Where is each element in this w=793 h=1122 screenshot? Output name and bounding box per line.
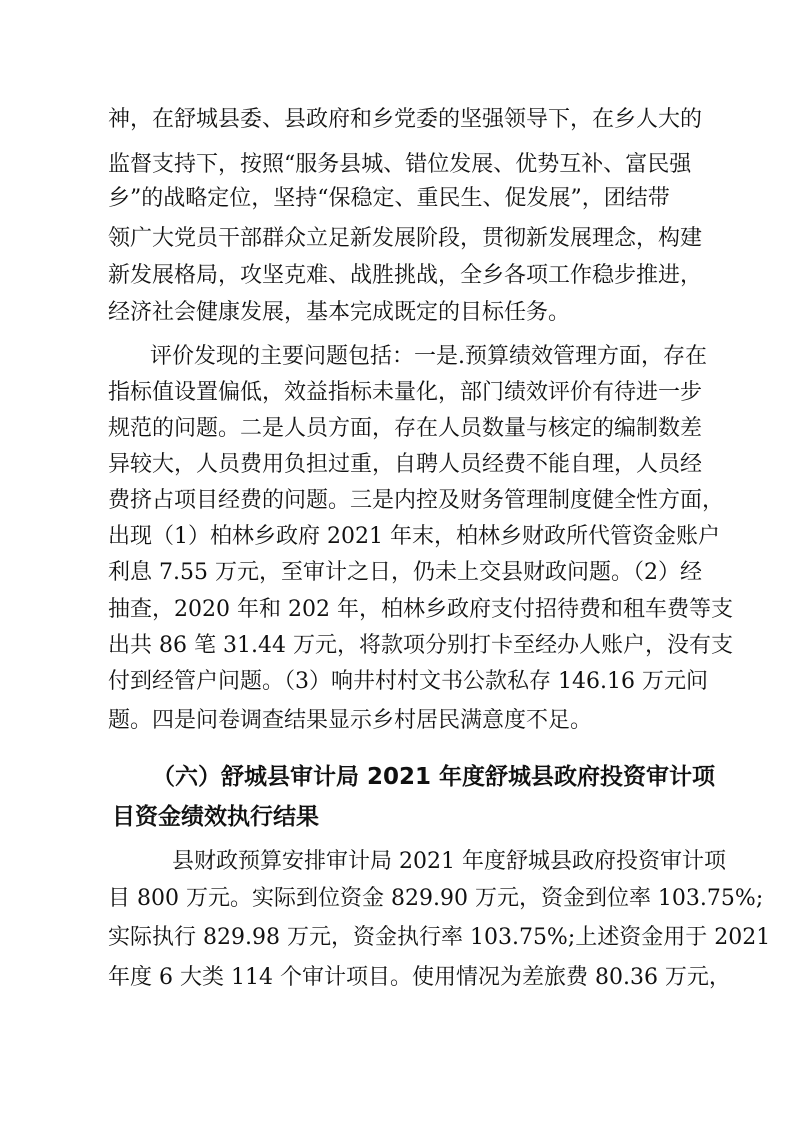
paragraph-3-line: 目 800 万元。实际到位资金 829.90 万元，资金到位率 103.75%; [108,886,764,911]
paragraph-1-line: 神，在舒城县委、县政府和乡党委的坚强领导下，在乡人大的 [108,107,703,132]
paragraph-1-line: 新发展格局，攻坚克难、战胜挑战，全乡各项工作稳步推进， [108,263,703,288]
section-heading: （六）舒城县审计局 2021 年度舒城县政府投资审计项 [152,764,716,790]
paragraph-2-line: 指标值设置偏低，效益指标未量化，部门绩效评价有待进一步 [108,380,703,405]
paragraph-2-line: 规范的问题。二是人员方面，存在人员数量与核定的编制数差 [108,416,703,441]
paragraph-3-line: 县财政预算安排审计局 2021 年度舒城县政府投资审计项 [172,849,726,874]
paragraph-2-line: 异较大，人员费用负担过重，自聘人员经费不能自理，人员经 [108,452,703,477]
section-heading: 目资金绩效执行结果 [112,804,319,830]
paragraph-2-line: 抽查，2020 年和 202 年，柏林乡政府支付招待费和租车费等支 [108,597,733,622]
paragraph-2-line: 利息 7.55 万元，至审计之日，仍未上交县财政问题。（2）经 [108,560,702,585]
paragraph-2-line: 评价发现的主要问题包括：一是.预算绩效管理方面，存在 [150,344,707,369]
paragraph-3-line: 实际执行 829.98 万元，资金执行率 103.75%;上述资金用于 2021 [108,925,771,950]
paragraph-1-line: 领广大党员干部群众立足新发展阶段，贯彻新发展理念，构建 [108,226,703,251]
paragraph-1-line: 经济社会健康发展，基本完成既定的目标任务。 [108,300,571,325]
paragraph-2-line: 出共 86 笔 31.44 万元，将款项分别打卡至经办人账户，没有支 [108,633,733,658]
paragraph-2-line: 付到经管户问题。（3）响井村村文书公款私存 146.16 万元问 [108,669,708,694]
paragraph-1-line: 乡”的战略定位，坚持“保稳定、重民生、促发展”，团结带 [108,186,670,211]
paragraph-2-line: 出现（1）柏林乡政府 2021 年末，柏林乡财政所代管资金账户 [108,524,720,549]
paragraph-1-line: 监督支持下，按照“服务县城、错位发展、优势互补、富民强 [108,152,692,177]
paragraph-3-line: 年度 6 大类 114 个审计项目。使用情况为差旅费 80.36 万元， [108,965,731,990]
paragraph-2-line: 题。四是问卷调查结果显示乡村居民满意度不足。 [108,708,593,733]
paragraph-2-line: 费挤占项目经费的问题。三是内控及财务管理制度健全性方面， [108,488,725,513]
